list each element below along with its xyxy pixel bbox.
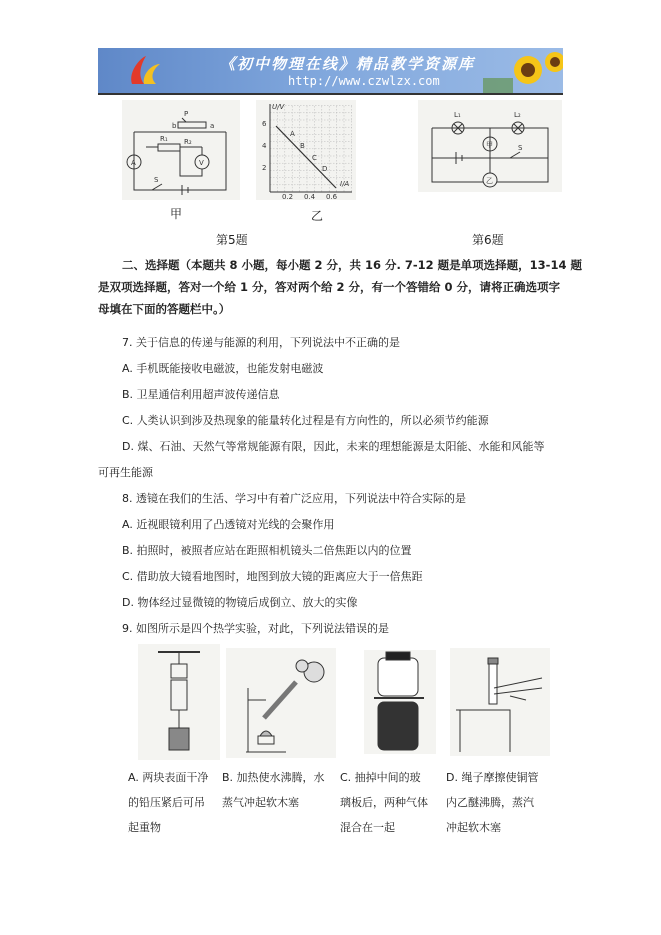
q9-option-b-line: B. 加热使水沸腾，水 — [222, 771, 325, 784]
q9-option-a — [128, 765, 236, 840]
q7-option-c: C. 人类认识到涉及热现象的能量转化过程是有方向性的，所以必须节约能源 — [122, 414, 489, 427]
graph-x-tick: 0.2 — [282, 193, 294, 200]
q9-option-c — [340, 765, 448, 840]
q8-option-a: A. 近视眼镜利用了凸透镜对光线的会聚作用 — [122, 518, 335, 531]
graph-x-tick: 0.4 — [304, 193, 316, 200]
q7-option-d-cont: 可再生能源 — [98, 466, 153, 479]
fig5-caption: 第5题 — [216, 233, 248, 247]
fig5-circuit-jia — [122, 100, 240, 200]
q9-option-b — [222, 765, 338, 815]
l1-label: L₁ — [454, 111, 461, 119]
graph-x-tick: 0.6 — [326, 193, 338, 200]
graph-point-label: D — [322, 165, 328, 173]
q8-stem: 8. 透镜在我们的生活、学习中有着广泛应用，下列说法中符合实际的是 — [122, 492, 466, 505]
graph-y-tick: 4 — [262, 142, 267, 150]
q9-fig-d-copper-tube — [450, 648, 550, 756]
switch-label: S — [518, 144, 523, 152]
graph-y-tick: 6 — [262, 120, 267, 128]
graph-point-label: C — [312, 154, 317, 162]
r2-label: R₂ — [184, 138, 192, 146]
graph-y-tick: 2 — [262, 164, 267, 172]
q9-option-d — [446, 765, 562, 840]
r1-label: R₁ — [160, 135, 168, 143]
q9-option-d-line: D. 绳子摩擦使铜管 — [446, 771, 539, 784]
q8-option-c: C. 借助放大镜看地图时，地图到放大镜的距离应大于一倍焦距 — [122, 570, 423, 583]
section-heading-line: 二、选择题（本题共 8 小题，每小题 2 分，共 16 分. 7-12 题是单项选择题，13-14 题 — [122, 258, 582, 272]
q9-option-d-line: 冲起软木塞 — [446, 821, 501, 834]
q9-fig-c-gas-jars — [364, 650, 436, 754]
fig6-circuit — [418, 100, 562, 192]
ammeter-symbol: A — [131, 159, 136, 167]
voltmeter-symbol: V — [199, 159, 204, 167]
q9-option-a-line: 起重物 — [128, 821, 161, 834]
section-heading-line: 母填在下面的答题栏中。） — [98, 302, 231, 316]
slider-label: P — [184, 110, 189, 118]
section-heading-line: 是双项选择题，答对一个给 1 分，答对两个给 2 分，有一个答错给 0 分，请将正确选项字 — [98, 280, 561, 294]
q9-option-c-line: 混合在一起 — [340, 821, 395, 834]
q9-fig-b-test-tube — [226, 648, 336, 758]
header-banner — [98, 48, 563, 95]
q8-option-b: B. 拍照时，被照者应站在距照相机镜头二倍焦距以内的位置 — [122, 544, 412, 557]
l2-label: L₂ — [514, 111, 521, 119]
meter-jia-label: 甲 — [486, 141, 493, 149]
q8-option-d: D. 物体经过显微镜的物镜后成倒立、放大的实像 — [122, 596, 358, 609]
switch-label: S — [154, 176, 159, 184]
q9-option-c-line: 璃板后，两种气体 — [340, 796, 428, 809]
fig5-graph-yi — [256, 100, 356, 200]
site-logo — [126, 54, 166, 88]
sunflower-decoration — [473, 48, 563, 93]
banner-url: http://www.czwlzx.com — [288, 74, 440, 88]
q9-option-a-line: 的铅压紧后可吊 — [128, 796, 205, 809]
terminal-a-label: a — [210, 122, 215, 130]
fig5-yi-label: 乙 — [311, 209, 324, 223]
q9-fig-a-lead-blocks — [138, 644, 220, 760]
fig5-jia-label: 甲 — [170, 207, 183, 221]
q9-stem: 9. 如图所示是四个热学实验，对此，下列说法错误的是 — [122, 622, 389, 635]
q9-option-b-line: 蒸气冲起软木塞 — [222, 796, 299, 809]
section-heading — [98, 254, 582, 320]
q9-option-c-line: C. 抽掉中间的玻 — [340, 771, 421, 784]
terminal-b-label: b — [172, 122, 177, 130]
graph-x-axis-label: I/A — [340, 180, 350, 188]
q9-option-d-line: 内乙醚沸腾，蒸汽 — [446, 796, 534, 809]
q7-option-d: D. 煤、石油、天然气等常规能源有限，因此，未来的理想能源是太阳能、水能和风能等 — [122, 440, 545, 453]
graph-point-label: B — [300, 142, 305, 150]
graph-y-axis-label: U/V — [272, 103, 285, 111]
meter-yi-label: 乙 — [486, 177, 493, 185]
graph-point-label: A — [290, 130, 295, 138]
fig6-caption: 第6题 — [472, 233, 504, 247]
q9-option-a-line: A. 两块表面干净 — [128, 771, 209, 784]
q7-option-b: B. 卫星通信利用超声波传递信息 — [122, 388, 280, 401]
q7-option-a: A. 手机既能接收电磁波，也能发射电磁波 — [122, 362, 324, 375]
banner-title: 《初中物理在线》精品教学资源库 — [220, 55, 476, 73]
q7-stem: 7. 关于信息的传递与能源的利用，下列说法中不正确的是 — [122, 336, 400, 349]
